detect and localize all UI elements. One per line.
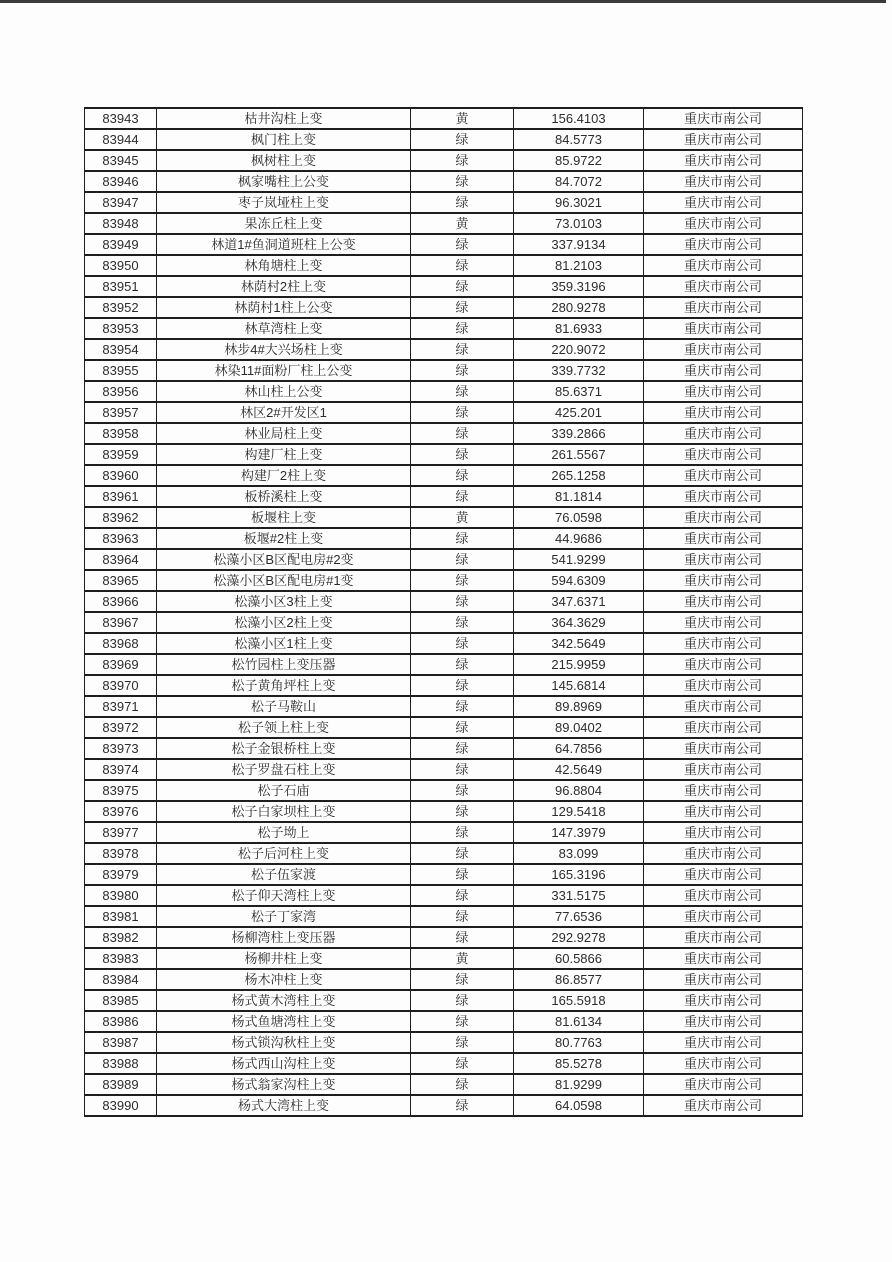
status-cell: 绿 [411, 234, 514, 255]
capacity-value-cell: 165.3196 [514, 864, 644, 885]
status-cell: 绿 [411, 402, 514, 423]
row-id-cell: 83974 [85, 759, 157, 780]
row-id-cell: 83953 [85, 318, 157, 339]
transformer-name-cell: 松藻小区B区配电房#1变 [157, 570, 411, 591]
capacity-value-cell: 80.7763 [514, 1032, 644, 1053]
table-row [85, 108, 803, 129]
row-id-cell: 83950 [85, 255, 157, 276]
table-row [85, 885, 803, 906]
table-row [85, 948, 803, 969]
status-cell: 黄 [411, 948, 514, 969]
capacity-value-cell: 541.9299 [514, 549, 644, 570]
capacity-value-cell: 84.7072 [514, 171, 644, 192]
row-id-cell: 83989 [85, 1074, 157, 1095]
table-row [85, 843, 803, 864]
company-cell: 重庆市南公司 [644, 612, 803, 633]
row-id-cell: 83947 [85, 192, 157, 213]
transformer-name-cell: 林业局柱上变 [157, 423, 411, 444]
row-id-cell: 83968 [85, 633, 157, 654]
capacity-value-cell: 81.6134 [514, 1011, 644, 1032]
row-id-cell: 83982 [85, 927, 157, 948]
status-cell: 绿 [411, 717, 514, 738]
transformer-name-cell: 松子白家坝柱上变 [157, 801, 411, 822]
row-id-cell: 83967 [85, 612, 157, 633]
row-id-cell: 83973 [85, 738, 157, 759]
status-cell: 绿 [411, 255, 514, 276]
transformer-name-cell: 构建厂2柱上变 [157, 465, 411, 486]
company-cell: 重庆市南公司 [644, 801, 803, 822]
capacity-value-cell: 261.5567 [514, 444, 644, 465]
transformer-name-cell: 松子仰天湾柱上变 [157, 885, 411, 906]
row-id-cell: 83945 [85, 150, 157, 171]
company-cell: 重庆市南公司 [644, 402, 803, 423]
row-id-cell: 83954 [85, 339, 157, 360]
company-cell: 重庆市南公司 [644, 570, 803, 591]
status-cell: 绿 [411, 1011, 514, 1032]
table-row [85, 444, 803, 465]
capacity-value-cell: 331.5175 [514, 885, 644, 906]
transformer-name-cell: 枣子岚垭柱上变 [157, 192, 411, 213]
status-cell: 绿 [411, 822, 514, 843]
company-cell: 重庆市南公司 [644, 654, 803, 675]
table-row [85, 129, 803, 150]
status-cell: 绿 [411, 633, 514, 654]
capacity-value-cell: 156.4103 [514, 108, 644, 129]
transformer-name-cell: 松子金银桥柱上变 [157, 738, 411, 759]
transformer-name-cell: 枫家嘴柱上公变 [157, 171, 411, 192]
capacity-value-cell: 215.9959 [514, 654, 644, 675]
transformer-table [84, 107, 803, 1117]
transformer-name-cell: 松子伍家渡 [157, 864, 411, 885]
capacity-value-cell: 81.1814 [514, 486, 644, 507]
status-cell: 黄 [411, 213, 514, 234]
capacity-value-cell: 89.8969 [514, 696, 644, 717]
transformer-name-cell: 林角塘柱上变 [157, 255, 411, 276]
row-id-cell: 83949 [85, 234, 157, 255]
company-cell: 重庆市南公司 [644, 864, 803, 885]
status-cell: 黄 [411, 108, 514, 129]
status-cell: 绿 [411, 1032, 514, 1053]
row-id-cell: 83964 [85, 549, 157, 570]
company-cell: 重庆市南公司 [644, 108, 803, 129]
status-cell: 绿 [411, 360, 514, 381]
transformer-name-cell: 杨式翁家沟柱上变 [157, 1074, 411, 1095]
row-id-cell: 83978 [85, 843, 157, 864]
company-cell: 重庆市南公司 [644, 381, 803, 402]
table-row [85, 906, 803, 927]
row-id-cell: 83980 [85, 885, 157, 906]
transformer-name-cell: 松子罗盘石柱上变 [157, 759, 411, 780]
status-cell: 绿 [411, 843, 514, 864]
capacity-value-cell: 364.3629 [514, 612, 644, 633]
company-cell: 重庆市南公司 [644, 780, 803, 801]
company-cell: 重庆市南公司 [644, 969, 803, 990]
table-row [85, 1074, 803, 1095]
capacity-value-cell: 85.6371 [514, 381, 644, 402]
company-cell: 重庆市南公司 [644, 633, 803, 654]
row-id-cell: 83970 [85, 675, 157, 696]
company-cell: 重庆市南公司 [644, 696, 803, 717]
company-cell: 重庆市南公司 [644, 465, 803, 486]
company-cell: 重庆市南公司 [644, 150, 803, 171]
company-cell: 重庆市南公司 [644, 759, 803, 780]
capacity-value-cell: 359.3196 [514, 276, 644, 297]
capacity-value-cell: 292.9278 [514, 927, 644, 948]
table-row [85, 675, 803, 696]
row-id-cell: 83946 [85, 171, 157, 192]
capacity-value-cell: 84.5773 [514, 129, 644, 150]
capacity-value-cell: 425.201 [514, 402, 644, 423]
row-id-cell: 83965 [85, 570, 157, 591]
row-id-cell: 83983 [85, 948, 157, 969]
company-cell: 重庆市南公司 [644, 822, 803, 843]
row-id-cell: 83961 [85, 486, 157, 507]
company-cell: 重庆市南公司 [644, 297, 803, 318]
transformer-name-cell: 杨式黄木湾柱上变 [157, 990, 411, 1011]
status-cell: 绿 [411, 885, 514, 906]
transformer-name-cell: 构建厂柱上变 [157, 444, 411, 465]
table-row [85, 276, 803, 297]
company-cell: 重庆市南公司 [644, 717, 803, 738]
capacity-value-cell: 265.1258 [514, 465, 644, 486]
table-row [85, 990, 803, 1011]
status-cell: 绿 [411, 738, 514, 759]
row-id-cell: 83943 [85, 108, 157, 129]
table-row [85, 969, 803, 990]
company-cell: 重庆市南公司 [644, 591, 803, 612]
transformer-name-cell: 松子黄角坪柱上变 [157, 675, 411, 696]
table-row [85, 633, 803, 654]
company-cell: 重庆市南公司 [644, 423, 803, 444]
status-cell: 绿 [411, 339, 514, 360]
company-cell: 重庆市南公司 [644, 843, 803, 864]
row-id-cell: 83960 [85, 465, 157, 486]
company-cell: 重庆市南公司 [644, 906, 803, 927]
table-row [85, 738, 803, 759]
capacity-value-cell: 220.9072 [514, 339, 644, 360]
transformer-name-cell: 林荫村2柱上变 [157, 276, 411, 297]
status-cell: 绿 [411, 318, 514, 339]
status-cell: 绿 [411, 591, 514, 612]
capacity-value-cell: 86.8577 [514, 969, 644, 990]
row-id-cell: 83962 [85, 507, 157, 528]
company-cell: 重庆市南公司 [644, 549, 803, 570]
company-cell: 重庆市南公司 [644, 339, 803, 360]
row-id-cell: 83966 [85, 591, 157, 612]
table-row [85, 360, 803, 381]
table-row [85, 591, 803, 612]
table-row [85, 150, 803, 171]
table-row [85, 213, 803, 234]
transformer-name-cell: 枫树柱上变 [157, 150, 411, 171]
status-cell: 绿 [411, 549, 514, 570]
transformer-name-cell: 杨柳井柱上变 [157, 948, 411, 969]
transformer-name-cell: 林荫村1柱上公变 [157, 297, 411, 318]
page-top-edge-line [0, 0, 886, 3]
capacity-value-cell: 60.5866 [514, 948, 644, 969]
capacity-value-cell: 81.2103 [514, 255, 644, 276]
company-cell: 重庆市南公司 [644, 675, 803, 696]
transformer-name-cell: 松竹园柱上变压器 [157, 654, 411, 675]
row-id-cell: 83948 [85, 213, 157, 234]
company-cell: 重庆市南公司 [644, 1011, 803, 1032]
company-cell: 重庆市南公司 [644, 255, 803, 276]
status-cell: 黄 [411, 507, 514, 528]
transformer-name-cell: 松子后河柱上变 [157, 843, 411, 864]
transformer-name-cell: 林步4#大兴场柱上变 [157, 339, 411, 360]
row-id-cell: 83958 [85, 423, 157, 444]
table-row [85, 402, 803, 423]
transformer-name-cell: 枫门柱上变 [157, 129, 411, 150]
row-id-cell: 83963 [85, 528, 157, 549]
table-row [85, 381, 803, 402]
row-id-cell: 83979 [85, 864, 157, 885]
table-row [85, 759, 803, 780]
capacity-value-cell: 96.3021 [514, 192, 644, 213]
status-cell: 绿 [411, 990, 514, 1011]
table-row [85, 780, 803, 801]
status-cell: 绿 [411, 612, 514, 633]
table-row [85, 339, 803, 360]
status-cell: 绿 [411, 801, 514, 822]
company-cell: 重庆市南公司 [644, 171, 803, 192]
company-cell: 重庆市南公司 [644, 1074, 803, 1095]
capacity-value-cell: 337.9134 [514, 234, 644, 255]
capacity-value-cell: 96.8804 [514, 780, 644, 801]
status-cell: 绿 [411, 864, 514, 885]
status-cell: 绿 [411, 381, 514, 402]
transformer-name-cell: 松子丁家湾 [157, 906, 411, 927]
capacity-value-cell: 165.5918 [514, 990, 644, 1011]
capacity-value-cell: 342.5649 [514, 633, 644, 654]
table-row [85, 612, 803, 633]
transformer-name-cell: 松子马鞍山 [157, 696, 411, 717]
status-cell: 绿 [411, 444, 514, 465]
transformer-name-cell: 杨式西山沟柱上变 [157, 1053, 411, 1074]
status-cell: 绿 [411, 129, 514, 150]
row-id-cell: 83985 [85, 990, 157, 1011]
company-cell: 重庆市南公司 [644, 276, 803, 297]
table-row [85, 465, 803, 486]
capacity-value-cell: 89.0402 [514, 717, 644, 738]
status-cell: 绿 [411, 528, 514, 549]
capacity-value-cell: 347.6371 [514, 591, 644, 612]
transformer-name-cell: 板桥溪柱上变 [157, 486, 411, 507]
row-id-cell: 83984 [85, 969, 157, 990]
transformer-name-cell: 松子坳上 [157, 822, 411, 843]
status-cell: 绿 [411, 696, 514, 717]
status-cell: 绿 [411, 150, 514, 171]
capacity-value-cell: 145.6814 [514, 675, 644, 696]
row-id-cell: 83951 [85, 276, 157, 297]
row-id-cell: 83975 [85, 780, 157, 801]
status-cell: 绿 [411, 423, 514, 444]
transformer-name-cell: 板堰#2柱上变 [157, 528, 411, 549]
row-id-cell: 83959 [85, 444, 157, 465]
row-id-cell: 83977 [85, 822, 157, 843]
capacity-value-cell: 594.6309 [514, 570, 644, 591]
status-cell: 绿 [411, 675, 514, 696]
company-cell: 重庆市南公司 [644, 948, 803, 969]
transformer-name-cell: 林道1#鱼洞道班柱上公变 [157, 234, 411, 255]
status-cell: 绿 [411, 276, 514, 297]
company-cell: 重庆市南公司 [644, 444, 803, 465]
capacity-value-cell: 44.9686 [514, 528, 644, 549]
capacity-value-cell: 129.5418 [514, 801, 644, 822]
row-id-cell: 83969 [85, 654, 157, 675]
transformer-name-cell: 杨式大湾柱上变 [157, 1095, 411, 1116]
row-id-cell: 83986 [85, 1011, 157, 1032]
row-id-cell: 83971 [85, 696, 157, 717]
table-row [85, 1053, 803, 1074]
transformer-name-cell: 杨木冲柱上变 [157, 969, 411, 990]
row-id-cell: 83944 [85, 129, 157, 150]
table-row [85, 696, 803, 717]
table-row [85, 192, 803, 213]
status-cell: 绿 [411, 486, 514, 507]
row-id-cell: 83957 [85, 402, 157, 423]
company-cell: 重庆市南公司 [644, 234, 803, 255]
status-cell: 绿 [411, 759, 514, 780]
transformer-name-cell: 杨式鱼塘湾柱上变 [157, 1011, 411, 1032]
transformer-name-cell: 板堰柱上变 [157, 507, 411, 528]
status-cell: 绿 [411, 906, 514, 927]
row-id-cell: 83981 [85, 906, 157, 927]
transformer-table-body [85, 108, 803, 1116]
table-row [85, 171, 803, 192]
status-cell: 绿 [411, 1074, 514, 1095]
capacity-value-cell: 73.0103 [514, 213, 644, 234]
company-cell: 重庆市南公司 [644, 1095, 803, 1116]
table-row [85, 318, 803, 339]
transformer-name-cell: 松子石庙 [157, 780, 411, 801]
capacity-value-cell: 339.7732 [514, 360, 644, 381]
table-row [85, 1032, 803, 1053]
company-cell: 重庆市南公司 [644, 1053, 803, 1074]
company-cell: 重庆市南公司 [644, 927, 803, 948]
capacity-value-cell: 85.9722 [514, 150, 644, 171]
status-cell: 绿 [411, 192, 514, 213]
row-id-cell: 83988 [85, 1053, 157, 1074]
company-cell: 重庆市南公司 [644, 990, 803, 1011]
table-row [85, 717, 803, 738]
row-id-cell: 83990 [85, 1095, 157, 1116]
capacity-value-cell: 339.2866 [514, 423, 644, 444]
capacity-value-cell: 76.0598 [514, 507, 644, 528]
capacity-value-cell: 42.5649 [514, 759, 644, 780]
capacity-value-cell: 280.9278 [514, 297, 644, 318]
transformer-name-cell: 果冻丘柱上变 [157, 213, 411, 234]
capacity-value-cell: 81.9299 [514, 1074, 644, 1095]
capacity-value-cell: 85.5278 [514, 1053, 644, 1074]
capacity-value-cell: 83.099 [514, 843, 644, 864]
table-row [85, 234, 803, 255]
company-cell: 重庆市南公司 [644, 738, 803, 759]
company-cell: 重庆市南公司 [644, 885, 803, 906]
row-id-cell: 83976 [85, 801, 157, 822]
table-row [85, 423, 803, 444]
transformer-name-cell: 枯井沟柱上变 [157, 108, 411, 129]
capacity-value-cell: 147.3979 [514, 822, 644, 843]
row-id-cell: 83952 [85, 297, 157, 318]
company-cell: 重庆市南公司 [644, 192, 803, 213]
transformer-name-cell: 杨柳湾柱上变压器 [157, 927, 411, 948]
table-row [85, 927, 803, 948]
capacity-value-cell: 64.7856 [514, 738, 644, 759]
row-id-cell: 83987 [85, 1032, 157, 1053]
table-row [85, 801, 803, 822]
table-row [85, 549, 803, 570]
transformer-name-cell: 松藻小区2柱上变 [157, 612, 411, 633]
status-cell: 绿 [411, 780, 514, 801]
company-cell: 重庆市南公司 [644, 486, 803, 507]
table-row [85, 1095, 803, 1116]
table-row [85, 297, 803, 318]
transformer-name-cell: 林区2#开发区1 [157, 402, 411, 423]
company-cell: 重庆市南公司 [644, 129, 803, 150]
row-id-cell: 83955 [85, 360, 157, 381]
status-cell: 绿 [411, 1095, 514, 1116]
row-id-cell: 83956 [85, 381, 157, 402]
transformer-name-cell: 林草湾柱上变 [157, 318, 411, 339]
company-cell: 重庆市南公司 [644, 360, 803, 381]
status-cell: 绿 [411, 969, 514, 990]
table-row [85, 486, 803, 507]
status-cell: 绿 [411, 570, 514, 591]
table-row [85, 654, 803, 675]
status-cell: 绿 [411, 465, 514, 486]
transformer-name-cell: 杨式锁沟秋柱上变 [157, 1032, 411, 1053]
transformer-name-cell: 松藻小区B区配电房#2变 [157, 549, 411, 570]
table-row [85, 1011, 803, 1032]
company-cell: 重庆市南公司 [644, 213, 803, 234]
table-row [85, 864, 803, 885]
transformer-name-cell: 松藻小区3柱上变 [157, 591, 411, 612]
transformer-name-cell: 松子领上柱上变 [157, 717, 411, 738]
status-cell: 绿 [411, 654, 514, 675]
company-cell: 重庆市南公司 [644, 318, 803, 339]
status-cell: 绿 [411, 297, 514, 318]
transformer-name-cell: 林染11#面粉厂柱上公变 [157, 360, 411, 381]
status-cell: 绿 [411, 171, 514, 192]
company-cell: 重庆市南公司 [644, 507, 803, 528]
table-row [85, 507, 803, 528]
capacity-value-cell: 64.0598 [514, 1095, 644, 1116]
table-row [85, 528, 803, 549]
capacity-value-cell: 81.6933 [514, 318, 644, 339]
capacity-value-cell: 77.6536 [514, 906, 644, 927]
row-id-cell: 83972 [85, 717, 157, 738]
company-cell: 重庆市南公司 [644, 1032, 803, 1053]
table-row [85, 255, 803, 276]
table-row [85, 570, 803, 591]
transformer-name-cell: 松藻小区1柱上变 [157, 633, 411, 654]
status-cell: 绿 [411, 1053, 514, 1074]
table-row [85, 822, 803, 843]
company-cell: 重庆市南公司 [644, 528, 803, 549]
transformer-name-cell: 林山柱上公变 [157, 381, 411, 402]
status-cell: 绿 [411, 927, 514, 948]
